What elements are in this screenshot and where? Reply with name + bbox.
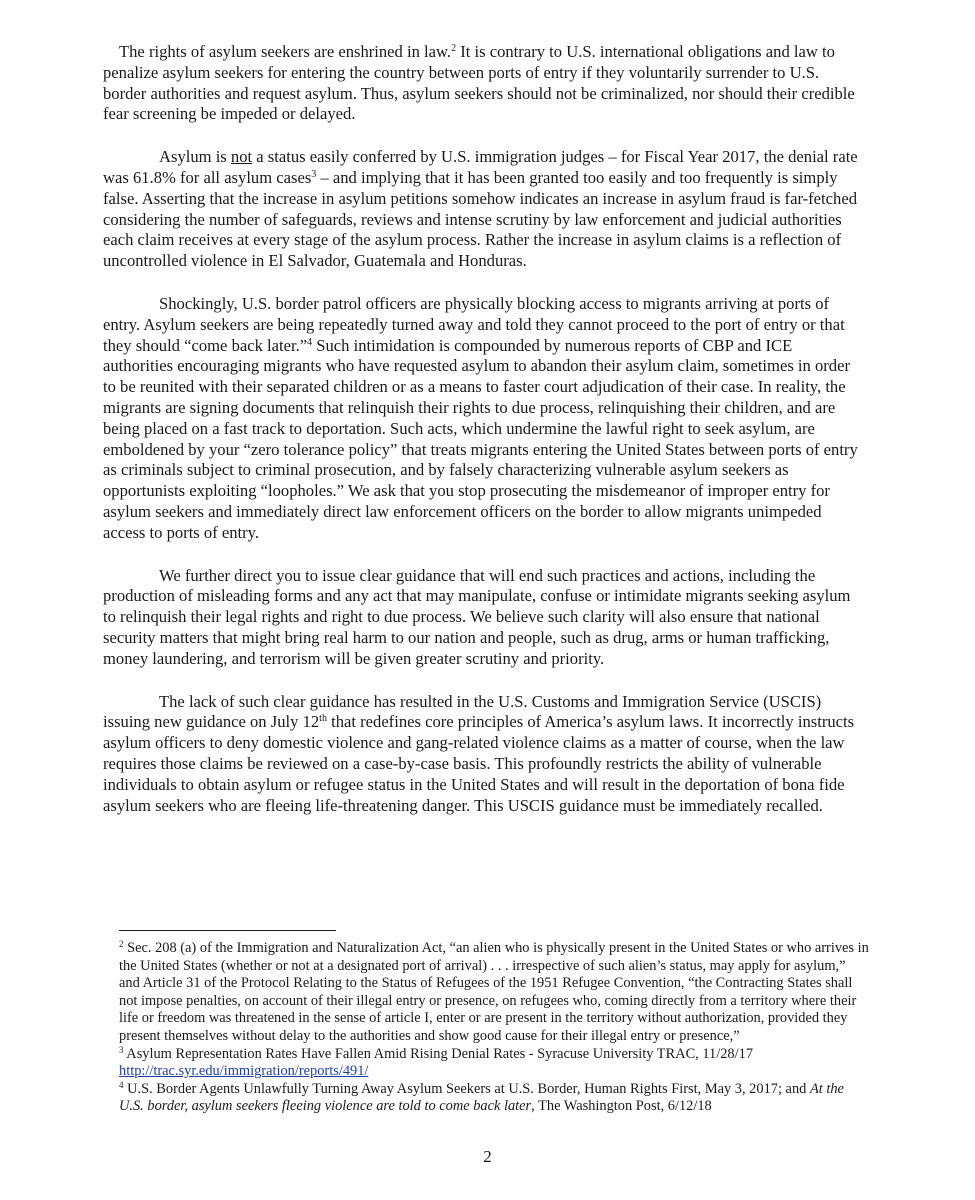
paragraph-asylum-rights: [103, 42, 865, 125]
letter-body: [103, 42, 865, 838]
footnote-ref-4: 4: [307, 336, 313, 348]
footnotes: [119, 940, 869, 1116]
footnote-number: 2: [119, 939, 124, 949]
paragraph-text: It is contrary to U.S. international obligations and law to penalize asylum seekers for entering the country between ports of entry if they voluntarily surrender to U.S. border authorities and request asylum. Thus, asylum seekers should not be criminalized, nor should their credible fear screening be impeded or delayed.: [103, 42, 855, 124]
footnote-3: [119, 1046, 869, 1081]
footnote-divider: [119, 930, 336, 931]
footnote-article-title: At the U.S. border, asylum seekers fleeing violence are told to come back later: [119, 1080, 844, 1115]
paragraph-text: a status easily conferred by U.S. immigration judges – for Fiscal Year 2017, the denial rate was 61.8% for all asylum cases: [103, 147, 858, 187]
paragraph-text: Shockingly, U.S. border patrol officers are physically blocking access to migrants arriving at ports of entry. Asylum seekers are being repeatedly turned away and told they cannot proceed to the port of entry or that they should “come back later.”: [103, 293, 845, 355]
paragraph-text: We further direct you to issue clear guidance that will end such practices and actions, including the production of misleading forms and any act that may manipulate, confuse or intimidate migrants seeking asylum to relinquish their legal rights and right to due process. We believe such clarity will also ensure that national security matters that might bring real harm to our nation and people, such as drug, arms or human trafficking, money laundering, and terrorism will be given greater scrutiny and priority.: [103, 565, 851, 668]
trac-report-link[interactable]: http://trac.syr.edu/immigration/reports/491/: [119, 1063, 369, 1080]
paragraph-text: Such intimidation is compounded by numerous reports of CBP and ICE authorities encouraging migrants who have requested asylum to abandon their asylum claim, sometimes in order to be reunited with their separated children or as a means to faster court adjudication of their case. In reality, the migrants are signing documents that relinquish their rights to due process, relinquishing their children, and are being placed on a fast track to deportation. Such acts, which undermine the lawful right to seek asylum, are emboldened by your “zero tolerance policy” that treats migrants entering the United States between ports of entry as criminals subject to criminal prosecution, and by falsely characterizing vulnerable asylum seekers as opportunists exploiting “loopholes.” We ask that you stop prosecuting the misdemeanor of improper entry for asylum seekers and immediately direct law enforcement officers on the border to allow migrants unimpeded access to ports of entry.: [103, 335, 858, 542]
footnote-number: 3: [119, 1044, 124, 1055]
paragraph-text: The lack of such clear guidance has resulted in the U.S. Customs and Immigration Service (USCIS) issuing new guidance on July 12: [103, 691, 822, 732]
paragraph-text: Asylum is: [159, 147, 231, 167]
footnote-ref-2: 2: [451, 43, 457, 54]
paragraph-border-blocking: [103, 294, 865, 544]
footnote-text: U.S. Border Agents Unlawfully Turning Away Asylum Seekers at U.S. Border, Human Rights First, May 3, 2017; and: [123, 1080, 810, 1097]
footnote-text: Sec. 208 (a) of the Immigration and Naturalization Act, “an alien who is physically present in the United States or who arrives in the United States (whether or not at a designated port of arrival) . . . irrespective of such alien’s status, may apply for asylum,” and Article 31 of the Protocol Relating to the Status of Refugees of the 1951 Refugee Convention, “the Contracting States shall not impose penalties, on account of their illegal entry or presence, on refugees who, coming directly from a territory where their life or freedom was threatened in the sense of article I, enter or are present in the territory without authorization, provided they present themselves without delay to the authorities and show good cause for their illegal entry or presence,”: [119, 940, 869, 1044]
paragraph-denial-rate: [103, 147, 865, 272]
page-number: 2: [483, 1147, 492, 1166]
footnote-text: , The Washington Post, 6/12/18: [531, 1098, 712, 1115]
footnote-number: 4: [119, 1079, 124, 1090]
footnote-4: [119, 1081, 869, 1116]
ordinal-suffix: th: [319, 713, 327, 725]
footnote-text: Asylum Representation Rates Have Fallen Amid Rising Denial Rates - Syracuse University TRAC, 11/28/17: [123, 1045, 754, 1062]
paragraph-clear-guidance: [103, 566, 865, 670]
underlined-word: not: [230, 147, 253, 167]
paragraph-uscis-guidance: [103, 692, 865, 817]
footnote-ref-3: 3: [311, 168, 317, 180]
footnote-2: [119, 940, 869, 1046]
paragraph-text: – and implying that it has been granted too easily and too frequently is simply false. Asserting that the increase in asylum petitions somehow indicates an increase in asylum fraud is far-fetched considering the number of safeguards, reviews and intense scrutiny by law enforcement and judicial authorities each claim receives at every stage of the asylum process. Rather the increase in asylum claims is a reflection of uncontrolled violence in El Salvador, Guatemala and Honduras.: [103, 167, 857, 271]
paragraph-text: The rights of asylum seekers are enshrined in law.: [119, 42, 452, 61]
paragraph-text: that redefines core principles of America’s asylum laws. It incorrectly instructs asylum officers to deny domestic violence and gang-related violence claims as a matter of course, when the law requires those claims be reviewed on a case-by-case basis. This profoundly restricts the ability of vulnerable individuals to obtain asylum or refugee status in the United States and will result in the deportation of bona fide asylum seekers who are fleeing life-threatening danger. This USCIS guidance must be immediately recalled.: [103, 712, 855, 815]
